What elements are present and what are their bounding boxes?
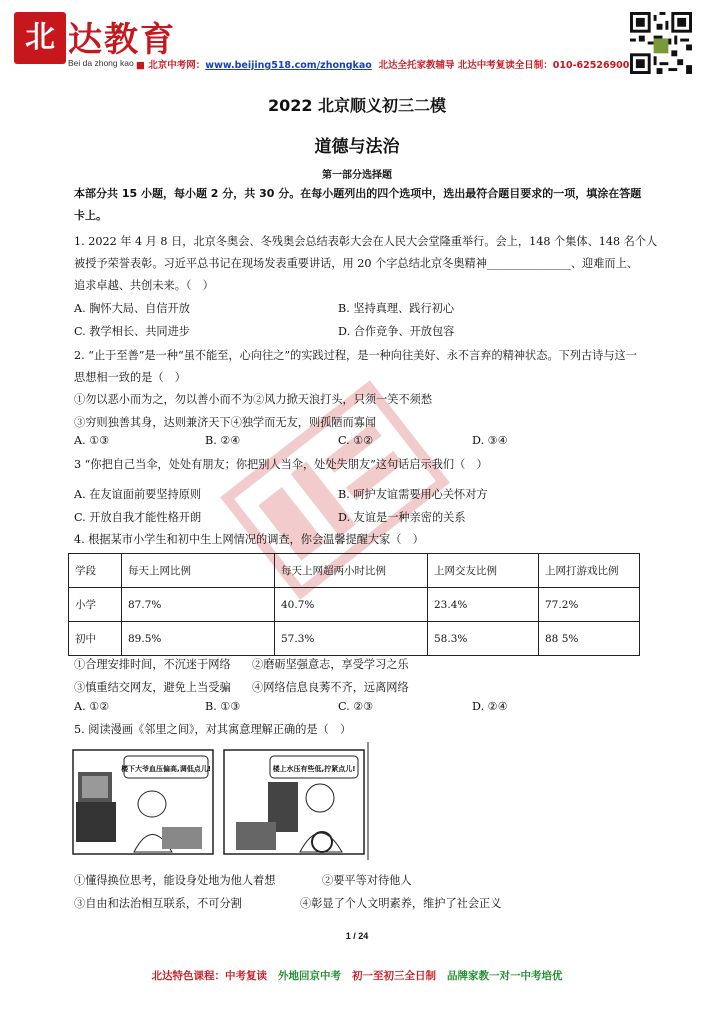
table-cell: 23.4%: [428, 588, 539, 622]
q2-stem-line-2: 思想相一致的是（ ）: [74, 371, 186, 384]
q3-stem: 3 “你把自己当伞，处处有朋友；你把别人当伞，处处失朋友”这句话启示我们（ ）: [74, 458, 488, 471]
q4-option-c: C. ②③: [338, 700, 374, 713]
header-url-link[interactable]: www.beijing518.com/zhongkao: [205, 60, 372, 71]
table-cell: 小学: [69, 588, 122, 622]
footer-promo: [0, 968, 714, 983]
header-info-line: [136, 57, 629, 71]
table-row: [69, 622, 640, 656]
table-cell: 89.5%: [122, 622, 275, 656]
table-cell: 40.7%: [275, 588, 428, 622]
q4-choice-3: ③慎重结交网友，避免上当受骗: [74, 681, 231, 694]
q4-choice-2: ②磨砺坚强意志，享受学习之乐: [252, 658, 409, 671]
section-title: 第一部分选择题: [322, 170, 392, 181]
q5-choice-4: ④彰显了个人文明素养，维护了社会正义: [300, 897, 502, 910]
footer-prefix: 北达特色课程：: [151, 970, 226, 982]
table-header-cell: 每天上网比例: [122, 554, 275, 588]
q2-option-a: A. ①③: [74, 434, 110, 447]
q5-choice-3: ③自由和法治相互联系，不可分割: [74, 897, 242, 910]
q1-stem-line-1: 1. 2022 年 4 月 8 日，北京冬奥会、冬残奥会总结表彰大会在人民大会堂隆重举行。会上，148 个集体、148 名个人: [74, 235, 658, 248]
table-cell: 88 5%: [539, 622, 640, 656]
q4-option-b: B. ①③: [205, 700, 241, 713]
page-number: 1 / 24: [345, 931, 369, 941]
q3-option-d: D. 友谊是一种亲密的关系: [338, 511, 466, 524]
q1-stem-line-2: 被授予荣誉表彰。习近平总书记在现场发表重要讲话，用 20 个字总结北京冬奥精神_______________、迎难而上、: [74, 257, 638, 270]
qr-code-icon: [630, 12, 692, 74]
q4-survey-table: [68, 553, 640, 656]
q5-cartoon-image: [72, 742, 370, 860]
q1-option-b: B. 坚持真理、践行初心: [338, 302, 455, 315]
q1-stem-line-3: 追求卓越、共创未来。（ ）: [74, 279, 214, 292]
cartoon-bubble-right: 楼上水压有些低,拧紧点儿!: [272, 765, 356, 773]
q5-choice-2: ②要平等对待他人: [322, 874, 412, 887]
table-header-cell: 学段: [69, 554, 122, 588]
table-cell: 初中: [69, 622, 122, 656]
q3-option-b: B. 呵护友谊需要用心关怀对方: [338, 488, 488, 501]
footer-course-3: 初一至初三全日制: [351, 970, 436, 982]
header-tagline: 北达全托家教辅导 北达中考复读全日制：010-62526900: [378, 60, 630, 71]
q2-option-b: B. ②④: [205, 434, 241, 447]
zhongkao-label: ■ 北京中考网：: [136, 60, 206, 71]
q2-choices-line-1: ①勿以恶小而为之，勿以善小而不为②风力掀天浪打头，只须一笑不须愁: [74, 393, 433, 406]
q2-option-d: D. ③④: [472, 434, 508, 447]
cartoon-bubble-left: 楼下大爷血压偏高,调低点儿!: [121, 765, 211, 773]
instructions-line-1: 本部分共 15 小题，每小题 2 分，共 30 分。在每小题列出的四个选项中，选出最符合题目要求的一项，填涂在答题: [74, 187, 642, 200]
q1-option-c: C. 教学相长、共同进步: [74, 325, 190, 338]
brand-logo-pinyin: Bei da zhong kao: [68, 58, 134, 68]
q5-stem: 5. 阅读漫画《邻里之间》，对其寓意理解正确的是（ ）: [74, 723, 352, 736]
q1-option-a: A. 胸怀大局、自信开放: [74, 302, 190, 315]
footer-course-1: 中考复读: [225, 970, 268, 982]
table-header-cell: 上网交友比例: [428, 554, 539, 588]
q4-option-d: D. ②④: [472, 700, 508, 713]
table-header-row: [69, 554, 640, 588]
footer-course-4: 品牌家教一对一中考培优: [446, 970, 563, 982]
exam-subject: 道德与法治: [314, 137, 400, 157]
q4-choice-4: ④网络信息良莠不齐，远离网络: [252, 681, 409, 694]
q2-option-c: C. ①②: [338, 434, 374, 447]
brand-logo-name: 达教育: [68, 20, 176, 60]
q5-choice-1: ①懂得换位思考，能设身处地为他人着想: [74, 874, 276, 887]
table-header-cell: 上网打游戏比例: [539, 554, 640, 588]
q3-option-c: C. 开放自我才能性格开朗: [74, 511, 202, 524]
instructions-line-2: 卡上。: [74, 209, 107, 222]
table-cell: 58.3%: [428, 622, 539, 656]
table-cell: 77.2%: [539, 588, 640, 622]
q4-choice-1: ①合理安排时间，不沉迷于网络: [74, 658, 231, 671]
q4-option-a: A. ①②: [74, 700, 110, 713]
table-cell: 87.7%: [122, 588, 275, 622]
q4-stem: 4. 根据某市小学生和初中生上网情况的调查，你会温馨提醒大家（ ）: [74, 533, 424, 546]
table-row: [69, 588, 640, 622]
exam-title: 2022 北京顺义初三二模: [267, 96, 447, 115]
q1-option-d: D. 合作竞争、开放包容: [338, 325, 455, 338]
q3-option-a: A. 在友谊面前要坚持原则: [74, 488, 202, 501]
footer-course-2: 外地回京中考: [278, 970, 342, 982]
table-header-cell: 每天上网超两小时比例: [275, 554, 428, 588]
q2-stem-line-1: 2. “止于至善”是一种“虽不能至，心向往之”的实践过程，是一种向往美好、永不言弃的精神状态。下列古诗与这一: [74, 349, 637, 362]
brand-logo-mark: 北: [14, 12, 66, 64]
q2-choices-line-2: ③穷则独善其身，达则兼济天下④独学而无友，则孤陋而寡闻: [74, 416, 377, 429]
table-cell: 57.3%: [275, 622, 428, 656]
